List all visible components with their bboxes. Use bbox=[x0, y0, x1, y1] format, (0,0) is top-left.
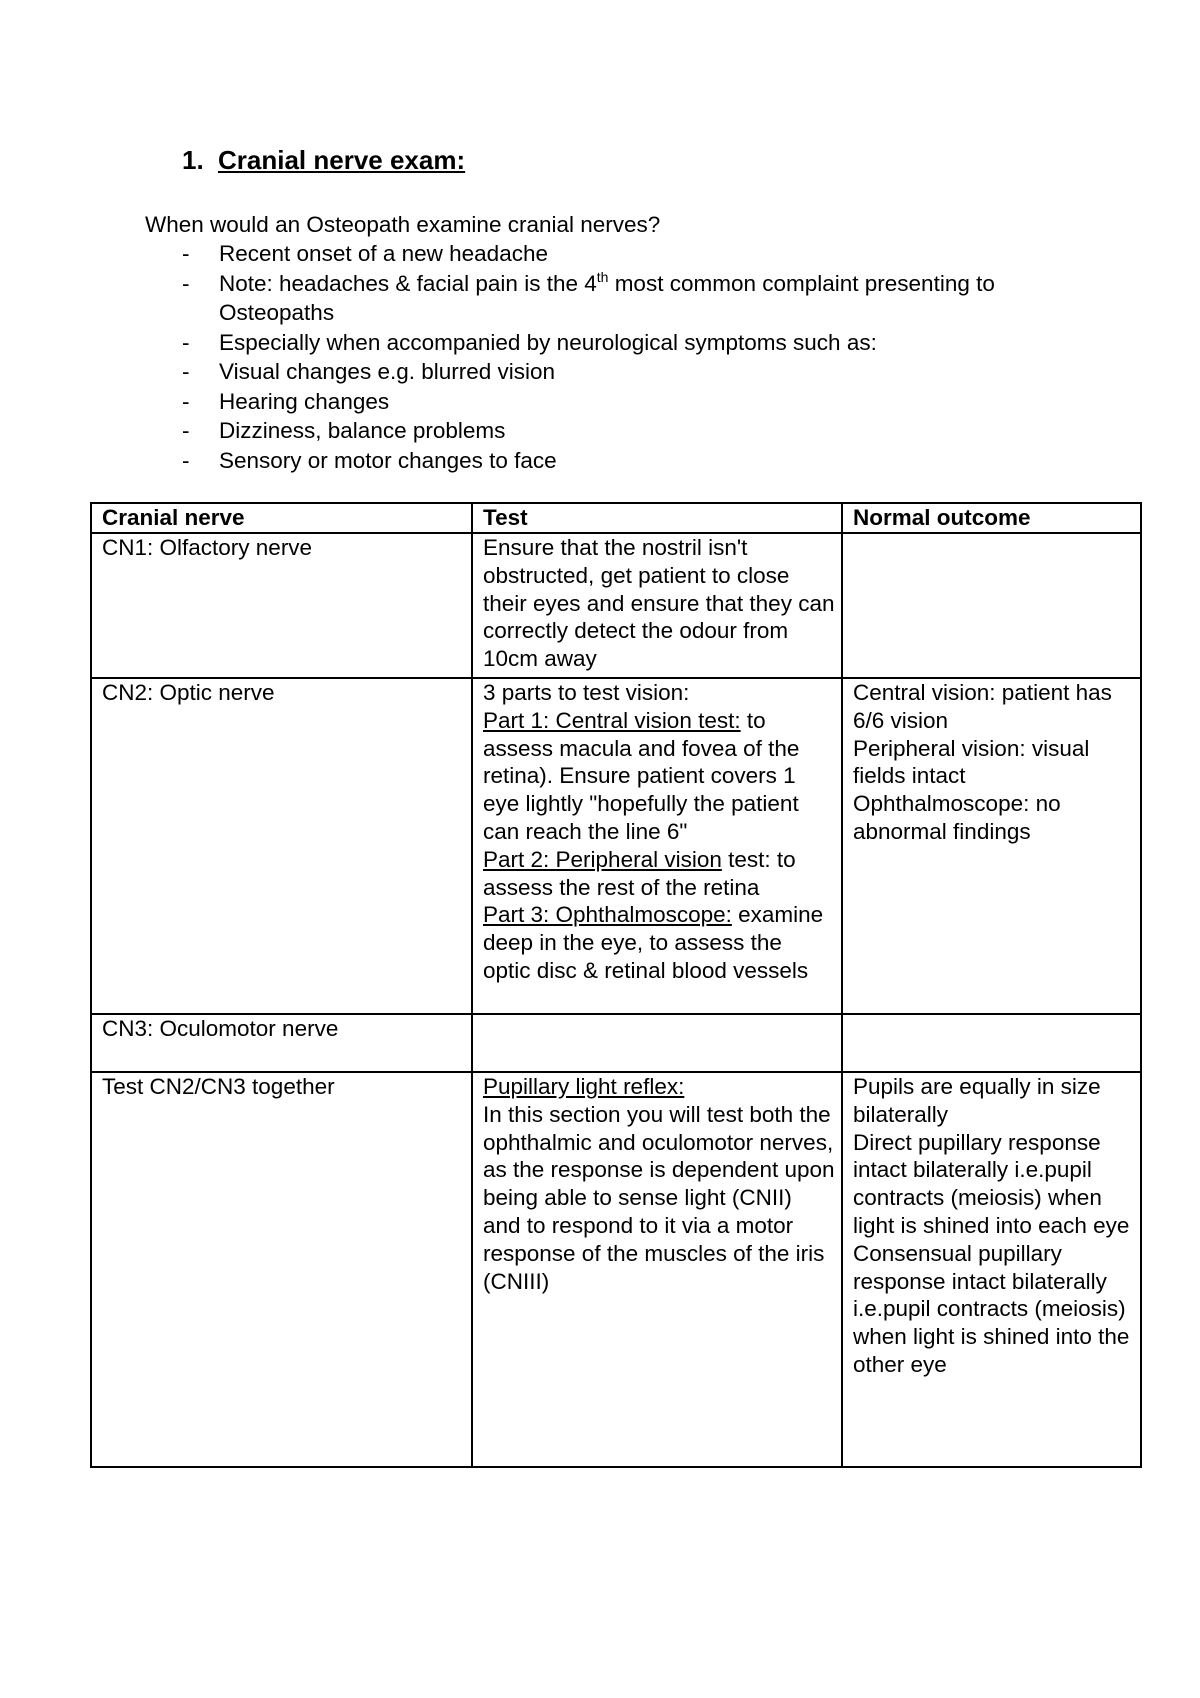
test-cell bbox=[472, 678, 842, 1014]
table-row bbox=[91, 1014, 1141, 1072]
outcome-cell bbox=[842, 678, 1141, 1014]
list-item-text: Especially when accompanied by neurological symptoms such as: bbox=[219, 329, 877, 355]
test-cell bbox=[472, 1072, 842, 1467]
bullet-dash: - bbox=[182, 447, 190, 473]
nerve-cell: CN3: Oculomotor nerve bbox=[91, 1014, 472, 1072]
list-item-text: Recent onset of a new headache bbox=[219, 241, 548, 266]
test-cell: Ensure that the nostril isn't obstructed, get patient to close their eyes and ensure that they can correctly detect the odour from 10cm away bbox=[472, 533, 842, 678]
table-row bbox=[91, 678, 1141, 1014]
nerve-cell: Test CN2/CN3 together bbox=[91, 1072, 472, 1467]
bullet-dash: - bbox=[182, 329, 190, 355]
list-item bbox=[182, 328, 1082, 358]
list-item-text: most common complaint presenting to Osteopaths bbox=[219, 270, 995, 325]
list-item-text: Hearing changes bbox=[219, 388, 390, 414]
heading-number: 1. bbox=[182, 145, 204, 175]
list-item-text: Visual changes e.g. blurred vision bbox=[219, 359, 556, 384]
list-item bbox=[182, 239, 1082, 269]
column-header-cranial-nerve: Cranial nerve bbox=[91, 503, 472, 533]
table-row bbox=[91, 1072, 1141, 1467]
outcome-cell bbox=[842, 533, 1141, 678]
part3-label: Part 3: Ophthalmoscope: bbox=[483, 902, 732, 928]
outcome-line: Peripheral vision: visual fields intact bbox=[853, 735, 1090, 789]
part1-label: Part 1: Central vision test: bbox=[483, 707, 741, 733]
outcome-line: Pupils are equally in size bilaterally bbox=[853, 1074, 1101, 1127]
table-header-row bbox=[91, 503, 1141, 533]
nerve-cell: CN1: Olfactory nerve bbox=[91, 533, 472, 678]
symptom-list bbox=[182, 239, 1082, 475]
outcome-cell bbox=[842, 1072, 1141, 1467]
outcome-line: Ophthalmoscope: no abnormal findings bbox=[853, 791, 1061, 844]
bullet-dash: - bbox=[182, 388, 190, 414]
outcome-cell bbox=[842, 1014, 1141, 1072]
bullet-dash: - bbox=[182, 241, 190, 266]
list-item bbox=[182, 357, 1082, 387]
outcome-line: Central vision: patient has 6/6 vision bbox=[853, 680, 1112, 733]
nerve-cell: CN2: Optic nerve bbox=[91, 678, 472, 1014]
bullet-dash: - bbox=[182, 359, 190, 384]
column-header-test: Test bbox=[472, 503, 842, 533]
reflex-text: In this section you will test both the ophthalmic and oculomotor nerves, as the response is dependent upon being able to sense light (CNII) and to respond to it via a motor response of the muscles of the iris (CNIII) bbox=[483, 1101, 835, 1294]
list-item bbox=[182, 446, 1082, 476]
reflex-label: Pupillary light reflex: bbox=[483, 1074, 685, 1099]
test-cell bbox=[472, 1014, 842, 1072]
list-item bbox=[182, 387, 1082, 417]
section-heading bbox=[182, 143, 465, 177]
cranial-nerve-table bbox=[90, 502, 1142, 1468]
test-intro: 3 parts to test vision: bbox=[483, 680, 690, 705]
list-item-text: Dizziness, balance problems bbox=[219, 418, 506, 443]
list-item-text: Note: headaches & facial pain is the 4 bbox=[219, 270, 597, 296]
heading-title: Cranial nerve exam: bbox=[218, 145, 466, 175]
list-item-text: Sensory or motor changes to face bbox=[219, 447, 557, 473]
outcome-line: Direct pupillary response intact bilaterally i.e.pupil contracts (meiosis) when light is shined into each eye bbox=[853, 1129, 1130, 1238]
table-row bbox=[91, 533, 1141, 678]
ordinal-superscript: th bbox=[596, 268, 609, 285]
list-item bbox=[182, 269, 1082, 328]
bullet-dash: - bbox=[182, 270, 190, 296]
part3-text: examine deep in the eye, to assess the optic disc & retinal blood vessels bbox=[483, 902, 824, 983]
part2-label: Part 2: Peripheral vision bbox=[483, 846, 722, 872]
bullet-dash: - bbox=[182, 418, 190, 443]
part1-text: to assess macula and fovea of the retina). Ensure patient covers 1 eye lightly "hopefully the patient can reach the line 6" bbox=[483, 707, 800, 844]
intro-question: When would an Osteopath examine cranial nerves? bbox=[145, 212, 661, 237]
part2-text: test: to assess the rest of the retina bbox=[483, 846, 796, 900]
list-item bbox=[182, 416, 1082, 446]
column-header-normal-outcome: Normal outcome bbox=[842, 503, 1141, 533]
outcome-line: Consensual pupillary response intact bilaterally i.e.pupil contracts (meiosis) when light is shined into the other eye bbox=[853, 1240, 1130, 1377]
